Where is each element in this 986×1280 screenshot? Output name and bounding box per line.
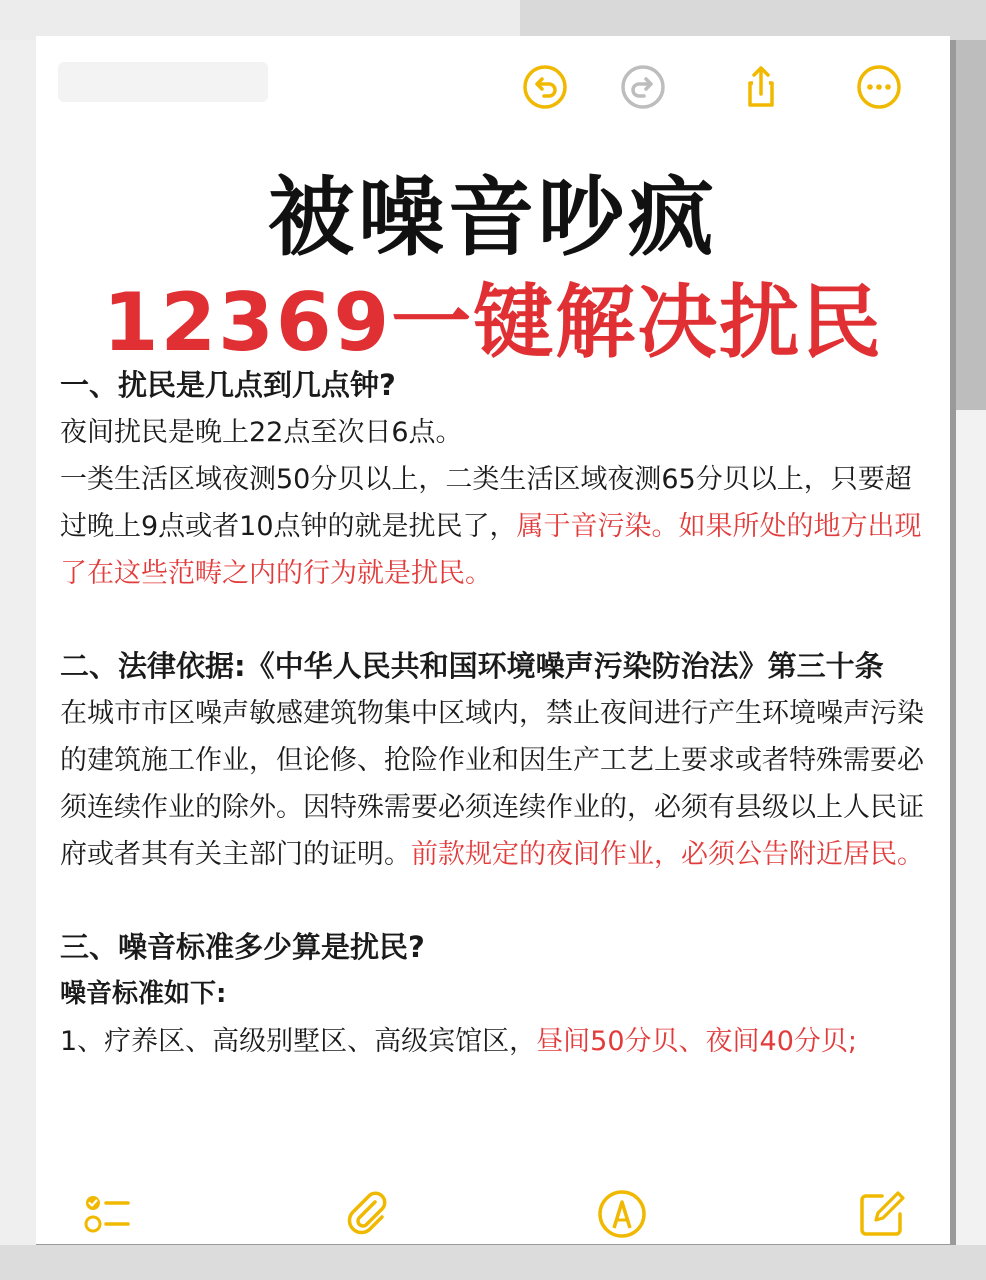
paragraph-text: 在城市市区噪声敏感建筑物集中区域内，禁止夜间进行产生环境噪声污染的建筑施工作业，但论修、抢险作业和因生产工艺上要求或者特殊需要必须连续作业的除外。因特殊需要必须连续作业的，必须有县级以上人民证府或者其有关主部门的证明。 bbox=[60, 698, 924, 870]
section-heading: 二、法律依据:《中华人民共和国环境噪声污染防治法》第三十条 bbox=[60, 649, 884, 683]
compose-icon bbox=[856, 1188, 908, 1240]
paragraph bbox=[60, 690, 930, 878]
bottom-toolbar bbox=[36, 1184, 950, 1244]
list-item-text: 1、疗养区、高级别墅区、高级宾馆区， bbox=[60, 1026, 537, 1057]
redo-icon bbox=[620, 64, 666, 110]
markup-pen-icon bbox=[596, 1188, 648, 1240]
paperclip-icon bbox=[342, 1188, 394, 1240]
section-subheading: 噪音标准如下: bbox=[60, 979, 227, 1009]
background-shape bbox=[956, 40, 986, 410]
undo-icon bbox=[522, 64, 568, 110]
background-shape bbox=[520, 0, 986, 40]
paragraph: 夜间扰民是晚上22点至次日6点。 bbox=[60, 417, 463, 448]
background-shape bbox=[0, 1245, 986, 1280]
section-heading: 一、扰民是几点到几点钟? bbox=[60, 368, 396, 402]
paragraph-text: 一类生活区域夜测50分贝以上，二类生活区域夜测65分贝以上，只要超过晚上9点或者10点钟的就是扰民了， bbox=[60, 464, 912, 542]
note-body[interactable] bbox=[60, 362, 930, 1065]
note-subtitle: 12369一键解决扰民 bbox=[102, 276, 884, 369]
compose-button[interactable] bbox=[856, 1188, 908, 1240]
section-heading: 三、噪音标准多少算是扰民? bbox=[60, 930, 425, 964]
top-toolbar bbox=[36, 58, 950, 114]
background-shape bbox=[956, 410, 986, 1280]
markup-button[interactable] bbox=[596, 1188, 648, 1240]
share-icon bbox=[738, 64, 784, 110]
more-button[interactable] bbox=[856, 64, 902, 110]
note-title: 被噪音吵疯 bbox=[268, 168, 718, 268]
more-icon bbox=[856, 64, 902, 110]
undo-button[interactable] bbox=[522, 64, 568, 110]
attachment-button[interactable] bbox=[342, 1188, 394, 1240]
background-shape bbox=[0, 0, 520, 40]
list-item bbox=[60, 1018, 930, 1065]
redo-button[interactable] bbox=[620, 64, 666, 110]
share-button[interactable] bbox=[738, 64, 784, 110]
highlight-text: 昼间50分贝、夜间40分贝; bbox=[536, 1026, 857, 1057]
checklist-icon bbox=[82, 1188, 134, 1240]
highlight-text: 前款规定的夜间作业，必须公告附近居民。 bbox=[411, 839, 924, 870]
background-shape bbox=[0, 40, 36, 1280]
checklist-button[interactable] bbox=[82, 1188, 134, 1240]
paragraph bbox=[60, 456, 930, 597]
highlight-text: 属于音污染。如果所处的地方出现了在这些范畴之内的行为就是扰民。 bbox=[60, 511, 922, 589]
note-card bbox=[36, 36, 950, 1244]
